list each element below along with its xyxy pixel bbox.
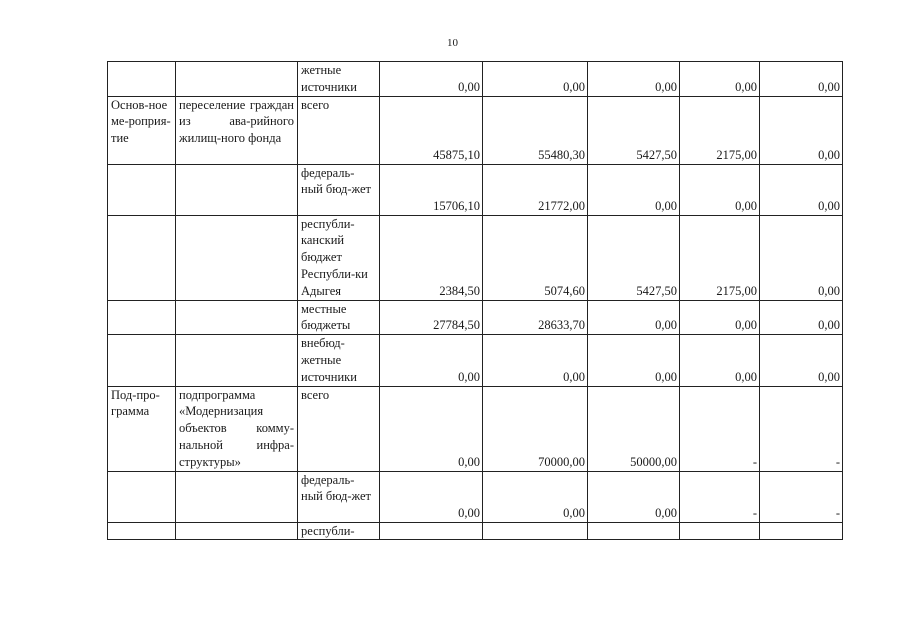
value-cell-year-1: 15706,10 bbox=[380, 164, 483, 215]
row-name-cell bbox=[176, 522, 298, 540]
funding-source-cell: жетные источники bbox=[298, 62, 380, 97]
row-name-cell: переселение граждан из ава-рийного жилищ-ного фонда bbox=[176, 96, 298, 164]
value-cell-year-4: 0,00 bbox=[680, 335, 760, 386]
row-code-cell bbox=[108, 62, 176, 97]
value-cell-year-5: 0,00 bbox=[760, 335, 843, 386]
value-cell-year-1: 27784,50 bbox=[380, 300, 483, 335]
table-row bbox=[108, 335, 843, 386]
value-cell-year-5: 0,00 bbox=[760, 300, 843, 335]
value-cell-year-3: 50000,00 bbox=[588, 386, 680, 471]
value-cell-year-1: 0,00 bbox=[380, 335, 483, 386]
value-cell-year-3: 0,00 bbox=[588, 335, 680, 386]
table-row bbox=[108, 300, 843, 335]
value-cell-year-3: 0,00 bbox=[588, 164, 680, 215]
value-cell-year-2: 55480,30 bbox=[483, 96, 588, 164]
row-name-cell bbox=[176, 335, 298, 386]
table-row bbox=[108, 96, 843, 164]
row-name-cell bbox=[176, 300, 298, 335]
value-cell-year-2: 0,00 bbox=[483, 471, 588, 522]
value-cell-year-5: 0,00 bbox=[760, 96, 843, 164]
row-code-cell bbox=[108, 300, 176, 335]
row-name-cell: подпрограмма «Модернизация объектов комму-нальной инфра-структуры» bbox=[176, 386, 298, 471]
value-cell-year-2: 21772,00 bbox=[483, 164, 588, 215]
value-cell-year-2: 28633,70 bbox=[483, 300, 588, 335]
value-cell-year-4 bbox=[680, 522, 760, 540]
table-row bbox=[108, 386, 843, 471]
funding-source-cell: местные бюджеты bbox=[298, 300, 380, 335]
value-cell-year-5: 0,00 bbox=[760, 164, 843, 215]
value-cell-year-2: 0,00 bbox=[483, 335, 588, 386]
value-cell-year-1: 2384,50 bbox=[380, 215, 483, 300]
value-cell-year-5: - bbox=[760, 471, 843, 522]
value-cell-year-4: 0,00 bbox=[680, 300, 760, 335]
table-row bbox=[108, 62, 843, 97]
value-cell-year-3: 0,00 bbox=[588, 471, 680, 522]
value-cell-year-1: 45875,10 bbox=[380, 96, 483, 164]
row-code-cell bbox=[108, 164, 176, 215]
value-cell-year-3: 0,00 bbox=[588, 62, 680, 97]
value-cell-year-4: 0,00 bbox=[680, 62, 760, 97]
row-code-cell bbox=[108, 522, 176, 540]
funding-source-cell: федераль-ный бюд-жет bbox=[298, 164, 380, 215]
funding-source-cell: республи- bbox=[298, 522, 380, 540]
row-name-cell bbox=[176, 62, 298, 97]
funding-source-cell: внебюд-жетные источники bbox=[298, 335, 380, 386]
value-cell-year-4: 2175,00 bbox=[680, 96, 760, 164]
value-cell-year-5: 0,00 bbox=[760, 215, 843, 300]
funding-source-cell: республи-канский бюджет Республи-ки Адыгея bbox=[298, 215, 380, 300]
value-cell-year-2: 70000,00 bbox=[483, 386, 588, 471]
value-cell-year-3 bbox=[588, 522, 680, 540]
table-row bbox=[108, 471, 843, 522]
value-cell-year-1 bbox=[380, 522, 483, 540]
value-cell-year-1: 0,00 bbox=[380, 62, 483, 97]
funding-source-cell: федераль-ный бюд-жет bbox=[298, 471, 380, 522]
value-cell-year-5: 0,00 bbox=[760, 62, 843, 97]
row-name-cell bbox=[176, 164, 298, 215]
value-cell-year-1: 0,00 bbox=[380, 386, 483, 471]
table-row bbox=[108, 164, 843, 215]
table-row bbox=[108, 522, 843, 540]
row-code-cell: Основ-ное ме-роприя-тие bbox=[108, 96, 176, 164]
row-code-cell bbox=[108, 471, 176, 522]
budget-table bbox=[107, 61, 843, 540]
value-cell-year-1: 0,00 bbox=[380, 471, 483, 522]
row-code-cell bbox=[108, 215, 176, 300]
value-cell-year-3: 5427,50 bbox=[588, 96, 680, 164]
funding-source-cell: всего bbox=[298, 386, 380, 471]
table-row bbox=[108, 215, 843, 300]
value-cell-year-4: - bbox=[680, 386, 760, 471]
value-cell-year-5: - bbox=[760, 386, 843, 471]
value-cell-year-5 bbox=[760, 522, 843, 540]
value-cell-year-2: 5074,60 bbox=[483, 215, 588, 300]
funding-source-cell: всего bbox=[298, 96, 380, 164]
value-cell-year-4: 0,00 bbox=[680, 164, 760, 215]
value-cell-year-4: 2175,00 bbox=[680, 215, 760, 300]
value-cell-year-4: - bbox=[680, 471, 760, 522]
value-cell-year-2: 0,00 bbox=[483, 62, 588, 97]
row-code-cell: Под-про-грамма bbox=[108, 386, 176, 471]
value-cell-year-3: 5427,50 bbox=[588, 215, 680, 300]
row-code-cell bbox=[108, 335, 176, 386]
row-name-cell bbox=[176, 471, 298, 522]
page-number: 10 bbox=[447, 37, 458, 49]
value-cell-year-2 bbox=[483, 522, 588, 540]
value-cell-year-3: 0,00 bbox=[588, 300, 680, 335]
row-name-cell bbox=[176, 215, 298, 300]
